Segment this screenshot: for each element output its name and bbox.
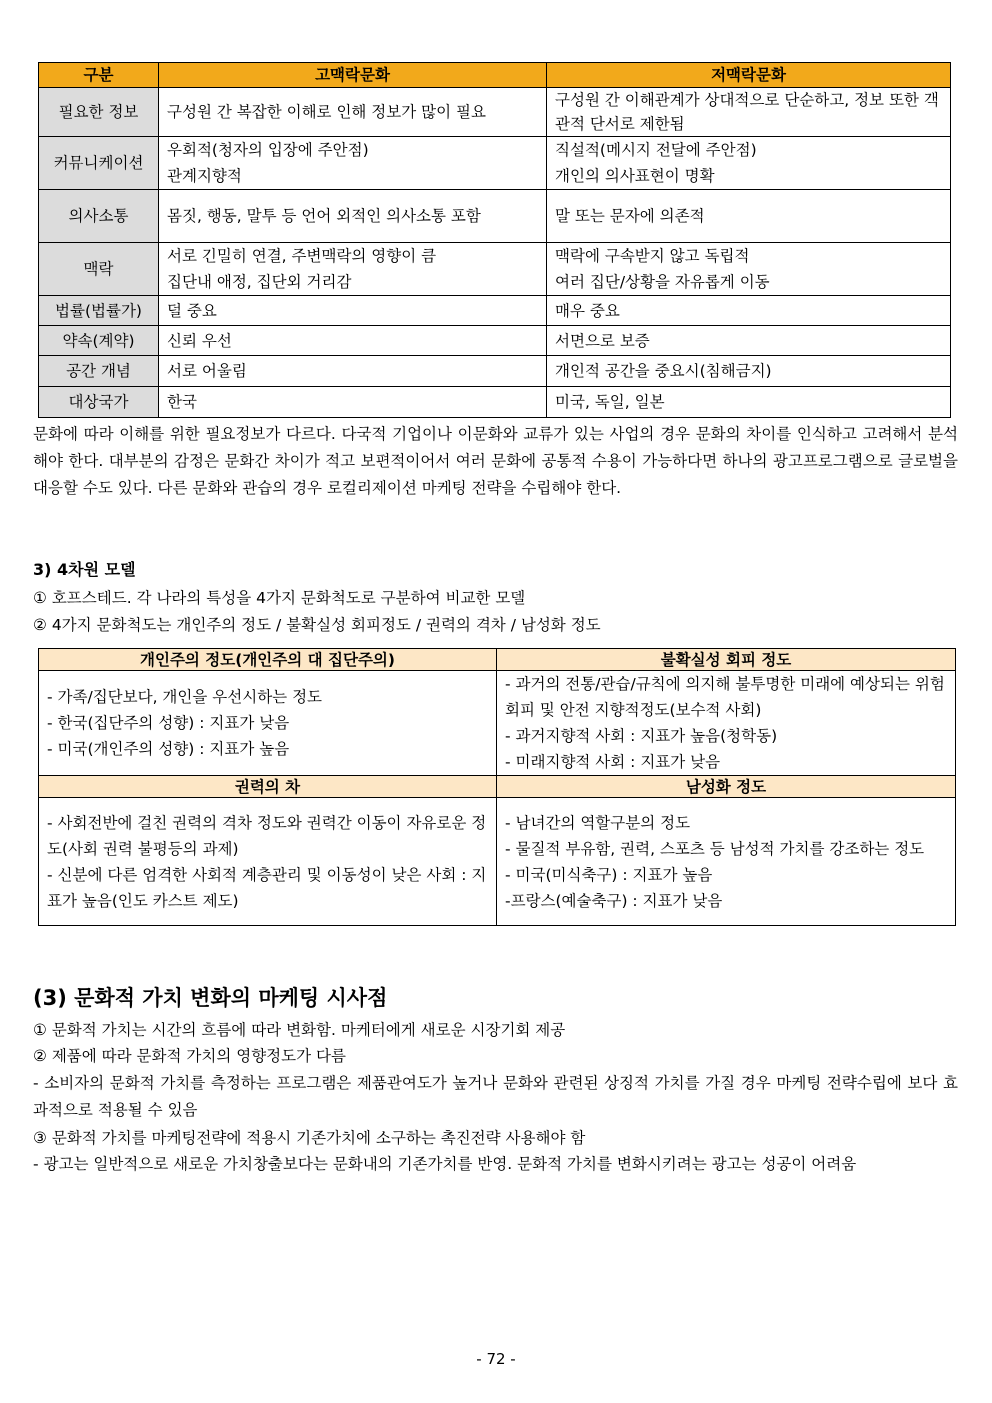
low-context-cell: 구성원 간 이해관계가 상대적으로 단순하고, 정보 또한 객관적 단서로 제한됨 [547, 88, 951, 137]
header-high-context: 고맥락문화 [159, 63, 547, 88]
header-low-context: 저맥락문화 [547, 63, 951, 88]
cell-line: 맥락에 구속받지 않고 독립적 [555, 247, 750, 265]
table-row [39, 137, 951, 190]
high-context-cell: 신뢰 우선 [159, 326, 547, 356]
masculinity-cell [497, 798, 956, 926]
table-row [39, 326, 951, 356]
cell-line: - 사회전반에 걸친 권력의 격차 정도와 권력간 이동이 자유로운 정도(사회 권력 불평등의 과제) [47, 813, 487, 858]
cell-line: -프랑스(예술축구) : 지표가 낮음 [505, 891, 723, 910]
table-row [39, 190, 951, 243]
table-header-row [39, 776, 956, 798]
cell-line: - 미국(개인주의 성향) : 지표가 높음 [47, 740, 290, 758]
high-context-cell: 몸짓, 행동, 말투 등 언어 외적인 의사소통 포함 [159, 190, 547, 243]
cell-line: 여러 집단/상황을 자유롭게 이동 [555, 273, 770, 291]
cell-line: - 과거의 전통/관습/규칙에 의지해 불투명한 미래에 예상되는 위험 회피 및 안전 지향적정도(보수적 사회) [505, 675, 945, 719]
cell-line: 직설적(메시지 전달에 주안점) [555, 141, 757, 159]
high-context-cell [159, 243, 547, 296]
high-context-cell: 한국 [159, 387, 547, 418]
row-label: 약속(계약) [39, 326, 159, 356]
cell-line: 관계지향적 [167, 167, 242, 185]
section-heading-marketing-implications: (3) 문화적 가치 변화의 마케팅 시사점 [33, 986, 388, 1010]
low-context-cell: 매우 중요 [547, 296, 951, 326]
page-number: - 72 - [476, 1350, 516, 1368]
low-context-cell: 미국, 독일, 일본 [547, 387, 951, 418]
list-item: ③ 문화적 가치를 마케팅전략에 적용시 기존가치에 소구하는 촉진전략 사용해야 함 [33, 1129, 586, 1147]
cell-line: 우회적(청자의 입장에 주안점) [167, 141, 369, 159]
cell-line: - 한국(집단주의 성향) : 지표가 낮음 [47, 714, 290, 732]
low-context-cell [547, 137, 951, 190]
row-label: 법률(법률가) [39, 296, 159, 326]
high-context-cell [159, 137, 547, 190]
high-context-cell: 서로 어울림 [159, 356, 547, 387]
header-uncertainty-avoidance: 불확실성 회피 정도 [497, 649, 956, 671]
list-item: ② 제품에 따라 문화적 가치의 영향정도가 다름 [33, 1047, 346, 1065]
cell-line: - 가족/집단보다, 개인을 우선시하는 정도 [47, 688, 323, 706]
low-context-cell: 개인적 공간을 중요시(침해금지) [547, 356, 951, 387]
low-context-cell [547, 243, 951, 296]
table-row [39, 356, 951, 387]
cell-line: - 과거지향적 사회 : 지표가 높음(청학동) [505, 727, 778, 745]
row-label: 맥락 [39, 243, 159, 296]
culture-context-table [38, 62, 951, 418]
intro-paragraph: 문화에 따라 이해를 위한 필요정보가 다르다. 다국적 기업이나 이문화와 교류가 있는 사업의 경우 문화의 차이를 인식하고 고려해서 분석해야 한다. 대부분의 감정은 문화간 차이가 적고 보편적이어서 여러 문화에 공통적 수용이 가능하다면 하나의 광고프로그램으로 글로벌을 대응할 수도 있다. 다른 문화와 관습의 경우 로컬리제이션 마케팅 전략을 수립해야 한다. [33, 425, 958, 497]
table-header-row [39, 63, 951, 88]
table-row [39, 296, 951, 326]
header-individualism: 개인주의 정도(개인주의 대 집단주의) [39, 649, 497, 671]
cell-line: - 신분에 다른 엄격한 사회적 계층관리 및 이동성이 낮은 사회 : 지표가 높음(인도 카스트 제도) [47, 865, 487, 910]
list-item: ② 4가지 문화척도는 개인주의 정도 / 불확실성 회피정도 / 권력의 격차 / 남성화 정도 [33, 616, 601, 634]
list-item: ① 호프스테드. 각 나라의 특성을 4가지 문화척도로 구분하여 비교한 모델 [33, 589, 526, 607]
table-row [39, 798, 956, 926]
row-label: 대상국가 [39, 387, 159, 418]
high-context-cell: 구성원 간 복잡한 이해로 인해 정보가 많이 필요 [159, 88, 547, 137]
table-header-row [39, 649, 956, 671]
table-row [39, 387, 951, 418]
table-row [39, 88, 951, 137]
table-row [39, 671, 956, 776]
row-label: 의사소통 [39, 190, 159, 243]
high-context-cell: 덜 중요 [159, 296, 547, 326]
header-category: 구분 [39, 63, 159, 88]
cell-line: 서로 긴밀히 연결, 주변맥락의 영향이 큼 [167, 247, 437, 265]
cell-line: - 남녀간의 역할구분의 정도 [505, 813, 691, 832]
cell-line: - 미국(미식축구) : 지표가 높음 [505, 865, 713, 884]
row-label: 공간 개념 [39, 356, 159, 387]
row-label: 필요한 정보 [39, 88, 159, 137]
row-label: 커뮤니케이션 [39, 137, 159, 190]
power-distance-cell [39, 798, 497, 926]
cell-line: 집단내 애정, 집단외 거리감 [167, 273, 352, 291]
individualism-cell [39, 671, 497, 776]
list-item: - 광고는 일반적으로 새로운 가치창출보다는 문화내의 기존가치를 반영. 문화적 가치를 변화시키려는 광고는 성공이 어려움 [33, 1155, 857, 1173]
list-item: - 소비자의 문화적 가치를 측정하는 프로그램은 제품관여도가 높거나 문화와 관련된 상징적 가치를 가질 경우 마케팅 전략수립에 보다 효과적으로 적용될 수 있음 [33, 1074, 958, 1119]
hofstede-dimensions-table [38, 648, 956, 926]
table-row [39, 243, 951, 296]
header-masculinity: 남성화 정도 [497, 776, 956, 798]
low-context-cell: 말 또는 문자에 의존적 [547, 190, 951, 243]
cell-line: - 미래지향적 사회 : 지표가 낮음 [505, 753, 721, 771]
header-power-distance: 권력의 차 [39, 776, 497, 798]
uncertainty-avoidance-cell [497, 671, 956, 776]
list-item: ① 문화적 가치는 시간의 흐름에 따라 변화함. 마케터에게 새로운 시장기회 제공 [33, 1021, 566, 1039]
cell-line: - 물질적 부유함, 권력, 스포츠 등 남성적 가치를 강조하는 정도 [505, 839, 925, 858]
low-context-cell: 서면으로 보증 [547, 326, 951, 356]
section-heading-4d-model: 3) 4차원 모델 [33, 560, 136, 579]
cell-line: 개인의 의사표현이 명확 [555, 167, 715, 185]
